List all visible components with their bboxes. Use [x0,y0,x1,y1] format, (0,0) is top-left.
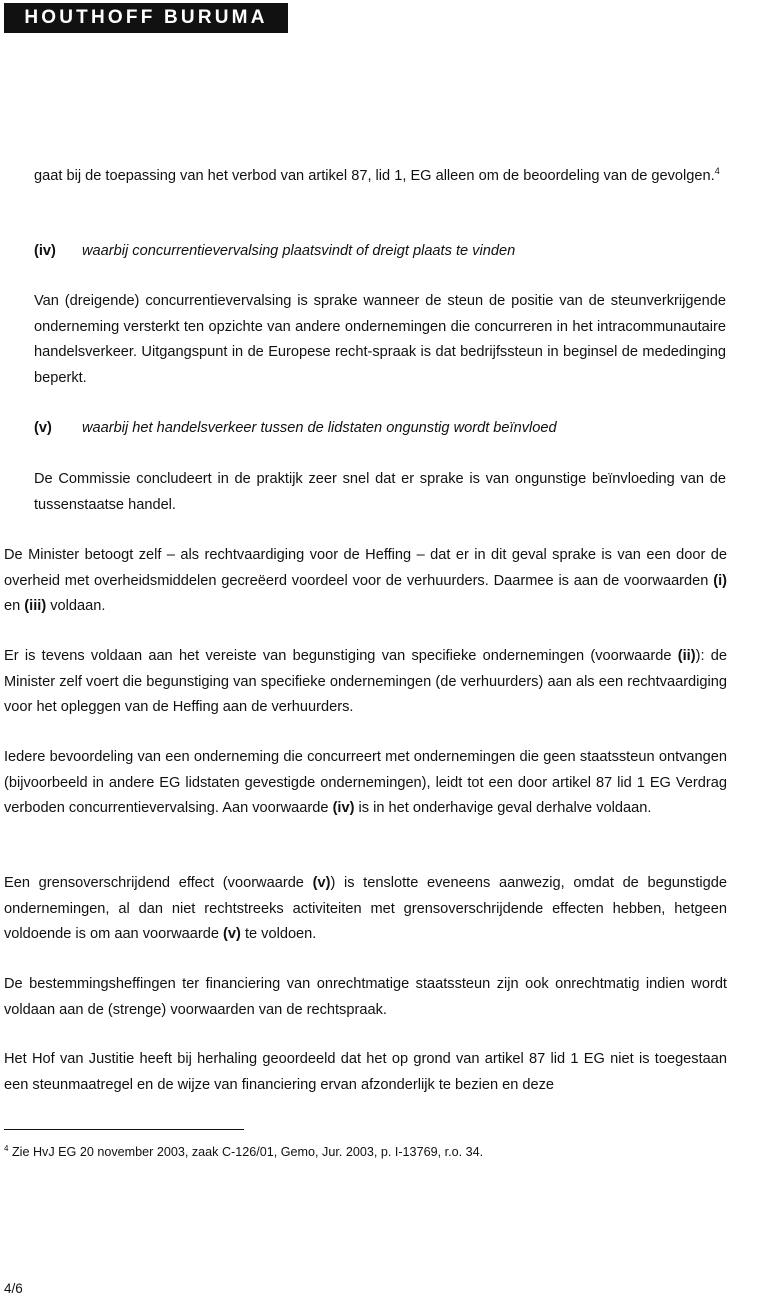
text-run: is in het onderhavige geval derhalve voldaan. [354,800,652,816]
text-run: Er is tevens voldaan aan het vereiste van begunstiging van specifieke ondernemingen (voorwaarde [4,648,678,664]
paragraph-text: gaat bij de toepassing van het verbod van artikel 87, lid 1, EG alleen om de beoordeling van de gevolgen. [34,168,715,184]
paragraph: Het Hof van Justitie heeft bij herhaling geoordeeld dat het op grond van artikel 87 lid 1 EG niet is toegestaan een steunmaatregel en de wijze van financiering ervan afzonderlijk te bezien en deze [4,1051,727,1093]
paragraph [4,745,727,822]
text-run: ) is tenslotte eveneens aanwezig, omdat de begunstigde ondernemingen, al dan niet rechtstreeks activiteiten met grensoverschrijdende effecten hebben, hetgeen voldoende is om aan voorwaarde [4,875,727,942]
text-run: voldaan. [46,598,106,614]
text-run: en [4,598,25,614]
text-run: Iedere bevoordeling van een onderneming die concurreert met ondernemingen die geen staatssteun ontvangen (bijvoorbeeld in andere EG lidstaten gevestigde ondernemingen), leidt tot een door artikel 87 lid 1 EG Verdrag verboden concurrentievervalsing. Aan voorwaarde [4,749,727,816]
footnote-reference: 4 [714,166,720,176]
text-run: De Minister betoogt zelf – als rechtvaardiging voor de Heffing – dat er in dit geval sprake is van een door de overheid met overheidsmiddelen gecreëerd voordeel voor de verhuurders. Daarmee is aan de voorwaarden [4,547,727,589]
section-number: (v) [34,420,52,436]
paragraph [4,543,727,620]
paragraph-continuation [34,164,726,190]
section-title: waarbij concurrentievervalsing plaatsvindt of dreigt plaats te vinden [82,243,516,259]
condition-ref: (iv) [332,800,355,816]
footnote-text: Zie HvJ EG 20 november 2003, zaak C-126/01, Gemo, Jur. 2003, p. I-13769, r.o. 34. [8,1145,484,1159]
condition-ref: (ii) [677,648,696,664]
text-run: te voldoen. [240,926,317,942]
footnote-divider [4,1129,244,1130]
section-heading-v [34,416,557,442]
footnote-number: 4 [4,1144,9,1153]
paragraph: De Commissie concludeert in de praktijk zeer snel dat er sprake is van ongunstige beïnvloeding van de tussenstaatse handel. [34,471,726,513]
condition-ref: (iii) [24,598,47,614]
section-heading-iv [34,239,515,265]
section-title: waarbij het handelsverkeer tussen de lidstaten ongunstig wordt beïnvloed [82,420,557,436]
page-number: 4/6 [4,1281,23,1296]
text-run: Een grensoverschrijdend effect (voorwaarde [4,875,313,891]
paragraph: De bestemmingsheffingen ter financiering van onrechtmatige staatssteun zijn ook onrechtmatig indien wordt voldaan aan de (strenge) voorwaarden van de rechtspraak. [4,976,727,1018]
paragraph [4,644,727,721]
firm-logo: HOUTHOFF BURUMA [4,3,288,33]
paragraph [4,871,727,948]
condition-ref: (i) [713,572,727,589]
footnote [4,1143,483,1161]
condition-ref: (v) [312,875,331,891]
text-run: ): de Minister zelf voert die begunstiging van specifieke ondernemingen (de verhuurders) aan als een rechtvaardiging voor het opleggen van de Heffing aan de verhuurders. [4,648,727,715]
paragraph: Van (dreigende) concurrentievervalsing is sprake wanneer de steun de positie van de steunverkrijgende onderneming versterkt ten opzichte van andere ondernemingen die concurreren in het intracommunautaire handelsverkeer. Uitgangspunt in de Europese recht-spraak is dat bedrijfssteun in beginsel de mededinging beperkt. [34,293,726,386]
section-number: (iv) [34,243,56,259]
condition-ref: (v) [223,926,241,942]
